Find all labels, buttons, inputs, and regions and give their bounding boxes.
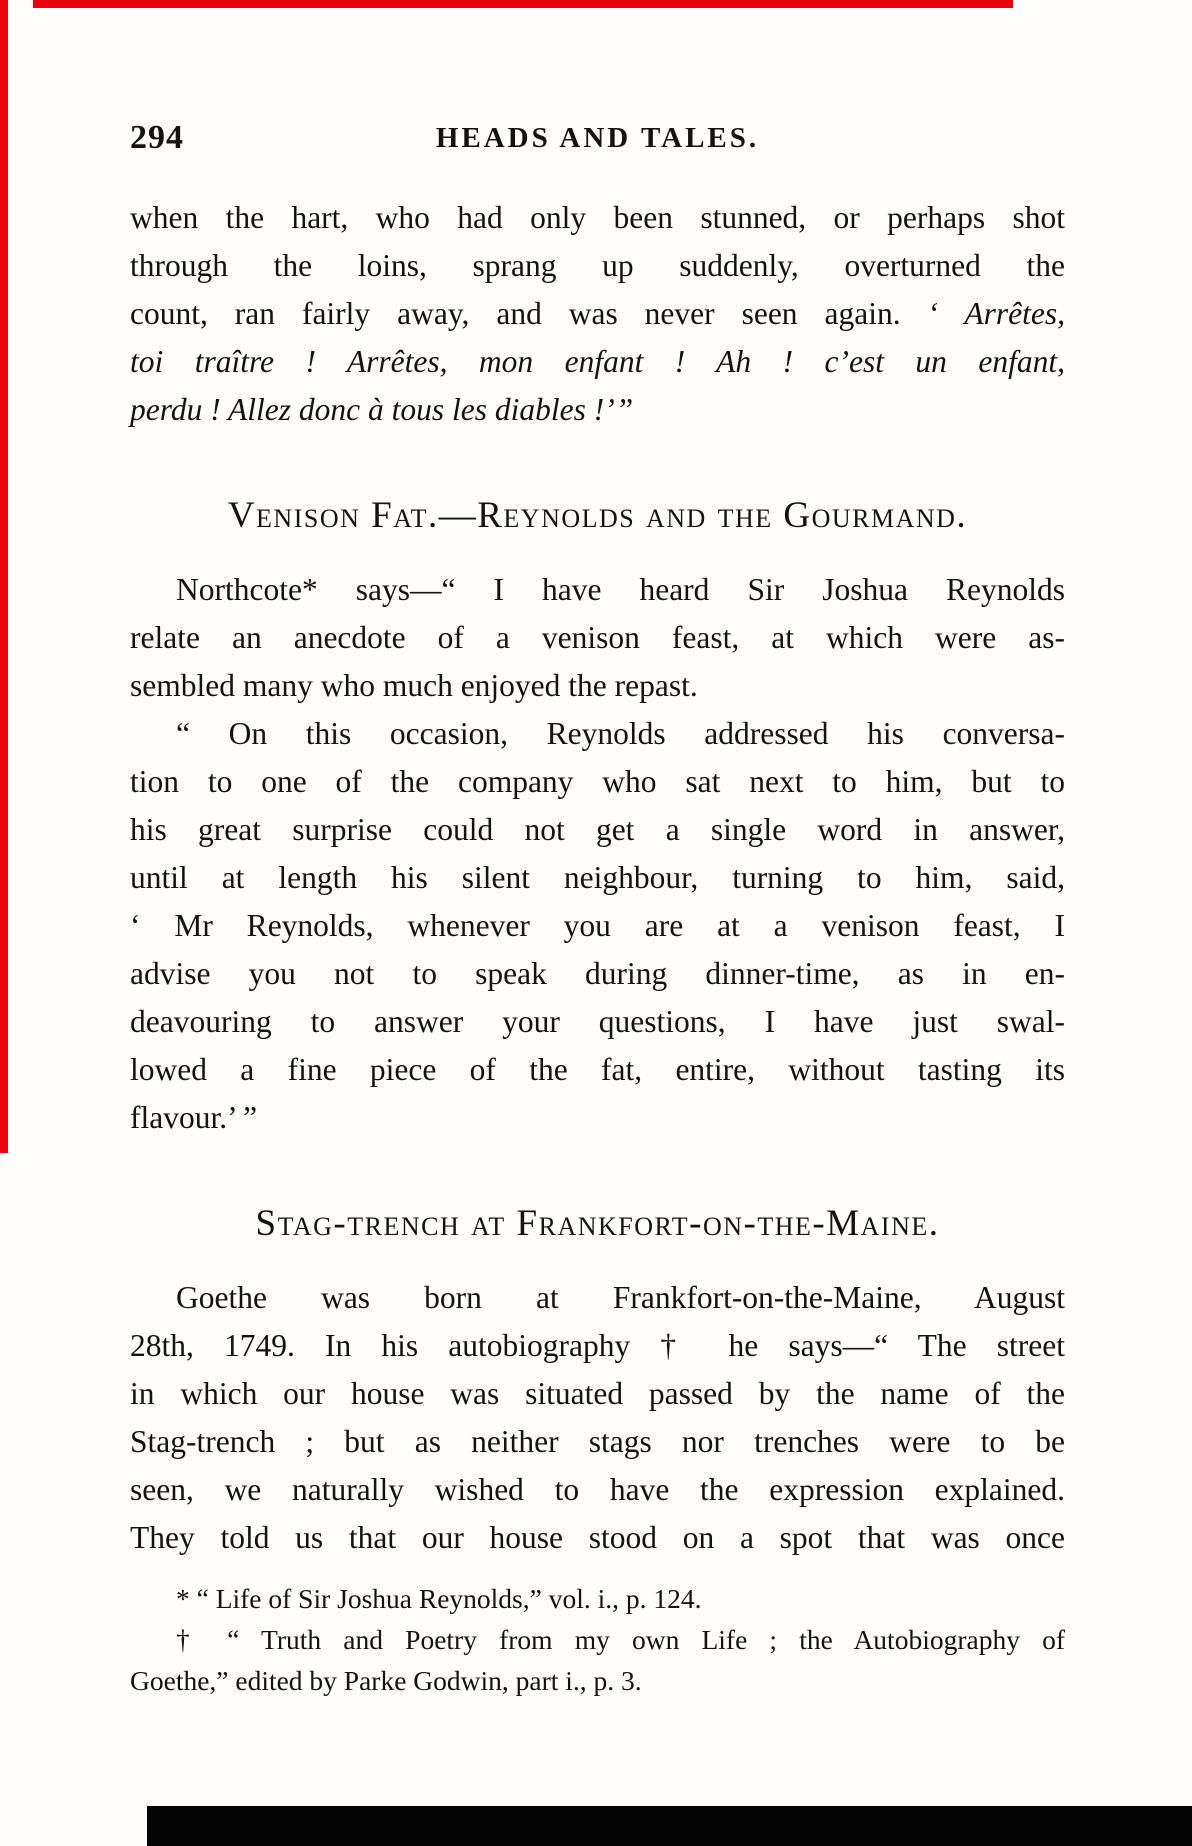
text-line: until at length his silent neighbour, turning to him, said, <box>130 860 1065 895</box>
scan-artifact-black-strip-bottom <box>147 1806 1192 1846</box>
footnote-line: Goethe,” edited by Parke Godwin, part i., p. 3. <box>130 1665 642 1696</box>
text-line: ‘ Mr Reynolds, whenever you are at a venison feast, I <box>130 908 1065 943</box>
text-line: tion to one of the company who sat next to him, but to <box>130 764 1065 799</box>
text-line: flavour.’ ” <box>130 1100 258 1135</box>
text-line: advise you not to speak during dinner-time, as in en- <box>130 956 1065 991</box>
paragraph <box>130 566 1065 710</box>
scan-artifact-red-strip-top <box>33 0 1013 8</box>
text-line: They told us that our house stood on a spot that was once <box>130 1520 1065 1555</box>
footnote-line: † “ Truth and Poetry from my own Life ; the Autobiography of <box>176 1624 1065 1655</box>
italic-text-segment: perdu ! Allez donc à tous les diables !’ <box>130 392 620 427</box>
text-line: lowed a fine piece of the fat, entire, without tasting its <box>130 1052 1065 1087</box>
text-line: through the loins, sprang up suddenly, overturned the <box>130 248 1065 283</box>
text-line: “ On this occasion, Reynolds addressed his conversa- <box>176 716 1065 751</box>
text-line: Stag-trench ; but as neither stags nor trenches were to be <box>130 1424 1065 1459</box>
paragraph <box>130 1274 1065 1562</box>
text-block <box>130 118 1065 1701</box>
text-line: Goethe was born at Frankfort-on-the-Maine, August <box>176 1280 1065 1315</box>
scan-artifact-red-strip-left <box>0 0 8 1153</box>
section-heading: Stag-trench at Frankfort-on-the-Maine. <box>255 1203 940 1244</box>
text-line: Northcote* says—“ I have heard Sir Joshua Reynolds <box>176 572 1065 607</box>
text-line: 28th, 1749. In his autobiography † he says—“ The street <box>130 1328 1065 1363</box>
text-segment: ” <box>619 392 634 427</box>
text-line: when the hart, who had only been stunned, or perhaps shot <box>130 200 1065 235</box>
italic-text-segment: ‘ Arrêtes, <box>927 296 1065 331</box>
text-line: sembled many who much enjoyed the repast. <box>130 668 698 703</box>
section-heading: Venison Fat.—Reynolds and the Gourmand. <box>227 495 968 536</box>
text-line: relate an anecdote of a venison feast, at which were as- <box>130 620 1065 655</box>
text-line <box>130 290 1065 338</box>
footnotes <box>130 1578 1065 1701</box>
text-block-body <box>130 194 1065 1701</box>
page-header <box>130 118 1065 158</box>
italic-text-segment: toi traître ! Arrêtes, mon enfant ! Ah ! c’est un enfant, <box>130 344 1065 379</box>
text-line: deavouring to answer your questions, I have just swal- <box>130 1004 1065 1039</box>
text-line <box>130 386 1065 434</box>
page-number: 294 <box>130 119 184 156</box>
text-line: seen, we naturally wished to have the expression explained. <box>130 1472 1065 1507</box>
paragraph <box>130 710 1065 1142</box>
paragraph <box>130 194 1065 434</box>
footnote-line: * “ Life of Sir Joshua Reynolds,” vol. i., p. 124. <box>176 1583 702 1614</box>
text-segment: count, ran fairly away, and was never seen again. <box>130 296 928 331</box>
text-line: in which our house was situated passed by the name of the <box>130 1376 1065 1411</box>
text-line <box>130 338 1065 386</box>
text-line: his great surprise could not get a single word in answer, <box>130 812 1065 847</box>
running-title: HEADS AND TALES. <box>435 122 760 154</box>
